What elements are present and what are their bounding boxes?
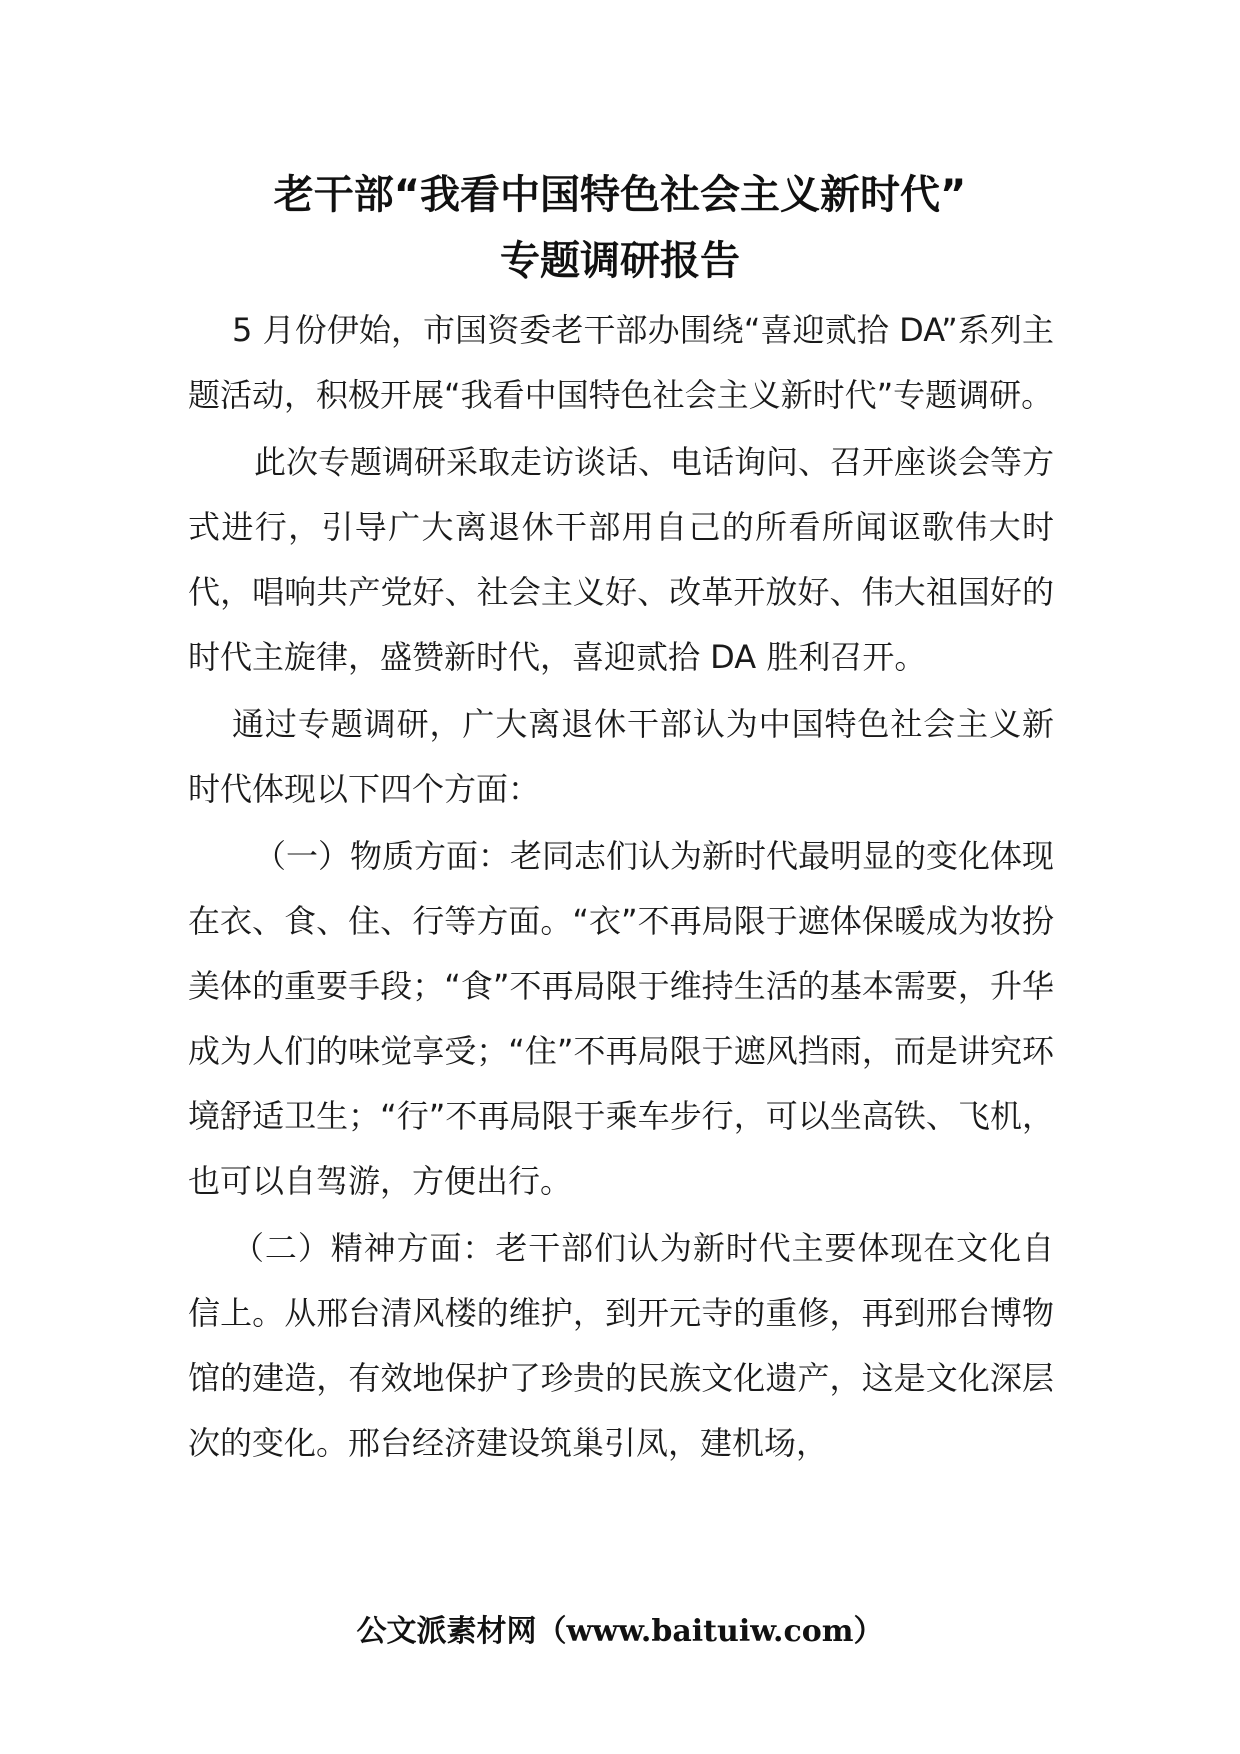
paragraph-4: （一）物质方面：老同志们认为新时代最明显的变化体现在衣、食、住、行等方面。“衣”不再局限于遮体保暖成为妆扮美体的重要手段；“食”不再局限于维持生活的基本需要，升华成为人们的味觉享受；“住”不再局限于遮风挡雨，而是讲究环境舒适卫生；“行”不再局限于乘车步行，可以坐高铁、飞机，也可以自驾游，方便出行。	[188, 837, 1055, 1200]
footer-watermark: 公文派素材网（www.baituiw.com）	[356, 1614, 884, 1649]
document-title	[150, 162, 1090, 294]
paragraph-1: 5 月份伊始，市国资委老干部办围绕“喜迎贰拾 DA”系列主题活动，积极开展“我看中国特色社会主义新时代”专题调研。	[188, 311, 1054, 414]
title-line-1: 老干部“我看中国特色社会主义新时代”	[273, 172, 967, 218]
title-line-2: 专题调研报告	[500, 238, 740, 284]
document-body	[188, 298, 1054, 1476]
paragraph-2: 此次专题调研采取走访谈话、电话询问、召开座谈会等方式进行，引导广大离退休干部用自己的所看所闻讴歌伟大时代，唱响共产党好、社会主义好、改革开放好、伟大祖国好的时代主旋律，盛赞新时代，喜迎贰拾 DA 胜利召开。	[188, 443, 1055, 676]
paragraph-5: （二）精神方面：老干部们认为新时代主要体现在文化自信上。从邢台清风楼的维护，到开元寺的重修，再到邢台博物馆的建造，有效地保护了珍贵的民族文化遗产，这是文化深层次的变化。邢台经济建设筑巢引凤，建机场，	[188, 1229, 1054, 1462]
paragraph-3: 通过专题调研，广大离退休干部认为中国特色社会主义新时代体现以下四个方面：	[188, 705, 1054, 808]
